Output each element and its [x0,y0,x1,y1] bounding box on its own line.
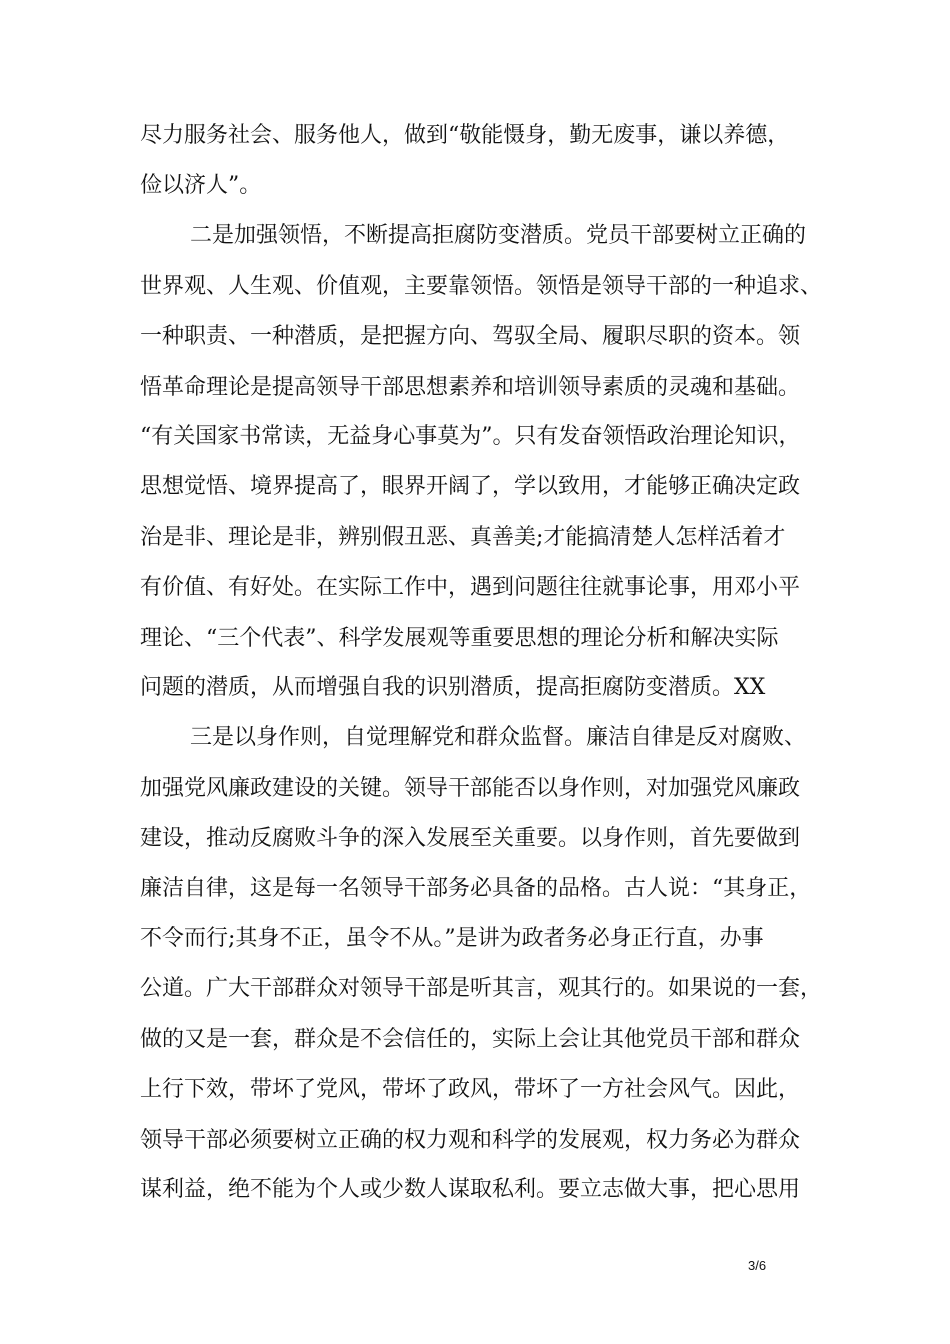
text-line: 做的又是一套，群众是不会信任的，实际上会让其他党员干部和群众 [140,1027,801,1052]
text-line: 一种职责、一种潜质，是把握方向、驾驭全局、履职尽职的资本。领 [140,324,801,349]
text-line: 谋利益，绝不能为个人或少数人谋取私利。要立志做大事，把心思用 [140,1177,801,1202]
text-line: “有关国家书常读，无益身心事莫为”。只有发奋领悟政治理论知识， [140,424,801,449]
text-line: 公道。广大干部群众对领导干部是听其言，观其行的。如果说的一套， [140,976,823,1001]
text-line: 不令而行;其身不正，虽令不从。”是讲为政者务必身正行直，办事 [140,926,764,951]
paragraph-start-line: 三是以身作则，自觉理解党和群众监督。廉洁自律是反对腐败、 [190,725,807,750]
text-line: 领导干部必须要树立正确的权力观和科学的发展观，权力务必为群众 [140,1128,801,1153]
text-line: 俭以济人”。 [140,173,262,198]
page-number: 3/6 [748,1258,767,1273]
text-line: 建设，推动反腐败斗争的深入发展至关重要。以身作则，首先要做到 [140,826,801,851]
text-line: 加强党风廉政建设的关键。领导干部能否以身作则，对加强党风廉政 [140,776,801,801]
text-line: 世界观、人生观、价值观，主要靠领悟。领悟是领导干部的一种追求、 [140,274,823,299]
text-line: 尽力服务社会、服务他人，做到“敬能慑身，勤无废事，谦以养德， [140,123,790,148]
text-line: 问题的潜质，从而增强自我的识别潜质，提高拒腐防变潜质。XX [140,675,766,700]
text-line: 上行下效，带坏了党风，带坏了政风，带坏了一方社会风气。因此， [140,1077,801,1102]
text-line: 廉洁自律，这是每一名领导干部务必具备的品格。古人说：“其身正， [140,876,812,901]
text-line: 治是非、理论是非，辨别假丑恶、真善美;才能搞清楚人怎样活着才 [140,525,786,550]
paragraph-start-line: 二是加强领悟，不断提高拒腐防变潜质。党员干部要树立正确的 [190,223,807,248]
text-line: 思想觉悟、境界提高了，眼界开阔了，学以致用，才能够正确决定政 [140,474,801,499]
text-line: 悟革命理论是提高领导干部思想素养和培训领导素质的灵魂和基础。 [140,375,801,400]
text-line: 有价值、有好处。在实际工作中，遇到问题往往就事论事，用邓小平 [140,575,801,600]
text-line: 理论、“三个代表”、科学发展观等重要思想的理论分析和解决实际 [140,626,779,651]
